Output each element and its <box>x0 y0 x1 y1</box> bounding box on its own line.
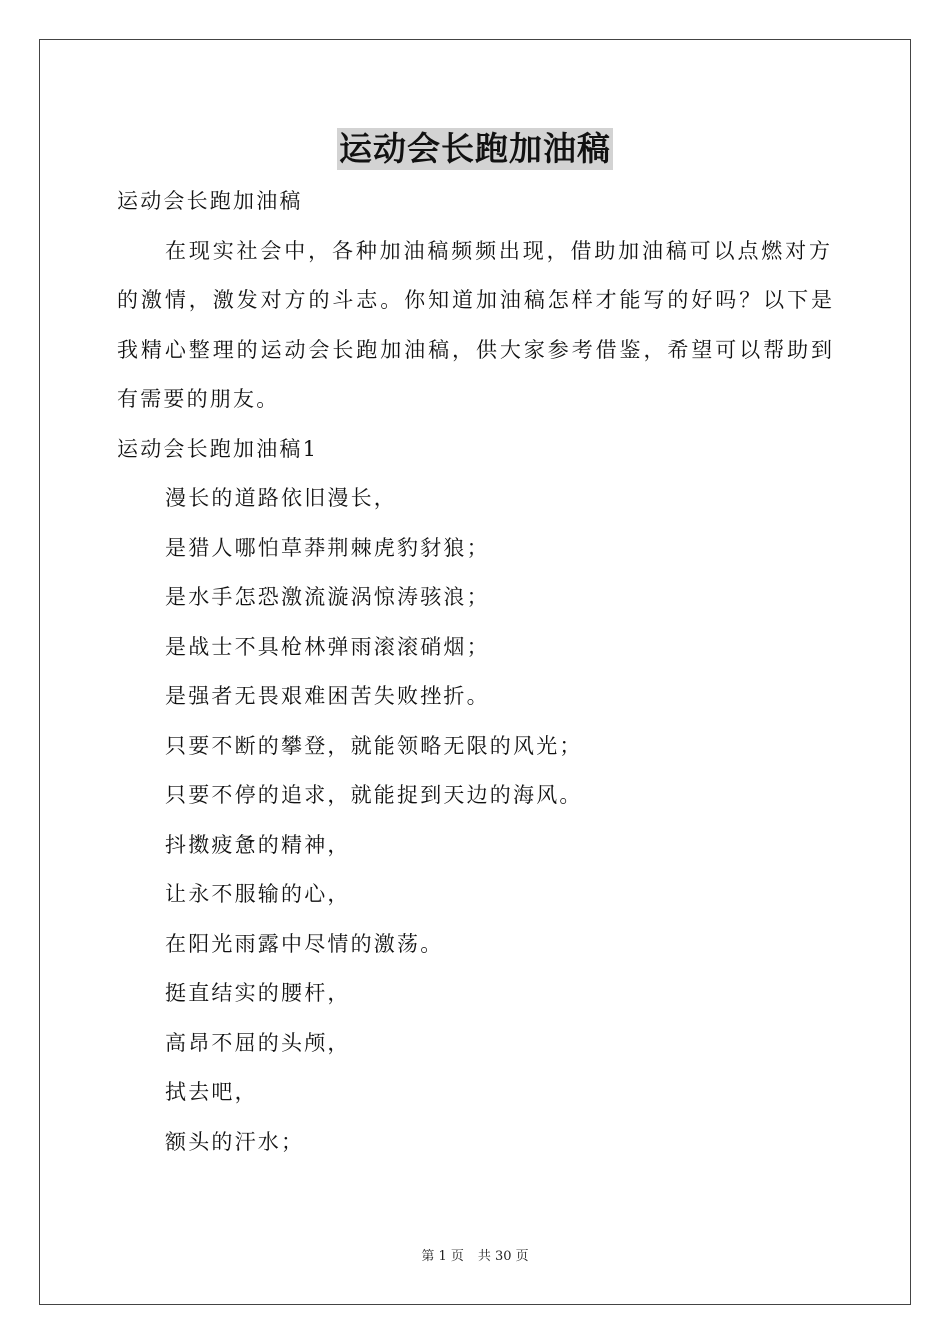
poem-line: 只要不停的追求，就能捉到天边的海风。 <box>165 783 583 807</box>
poem-line: 额头的汗水； <box>165 1130 305 1154</box>
poem-line: 在阳光雨露中尽情的激荡。 <box>165 932 444 956</box>
section-heading: 运动会长跑加油稿1 <box>117 437 319 461</box>
poem-line: 是猎人哪怕草莽荆棘虎豹豺狼； <box>165 536 490 560</box>
document-subtitle: 运动会长跑加油稿 <box>117 189 303 213</box>
page-number: 第 1 页 <box>421 1249 464 1264</box>
intro-line-3: 我精心整理的运动会长跑加油稿，供大家参考借鉴，希望可以帮助到 <box>117 338 832 362</box>
poem-line: 是强者无畏艰难困苦失败挫折。 <box>165 684 490 708</box>
poem-line: 挺直结实的腰杆， <box>165 981 351 1005</box>
poem-line: 是战士不具枪林弹雨滚滚硝烟； <box>165 635 490 659</box>
intro-line-1: 在现实社会中，各种加油稿频频出现，借助加油稿可以点燃对方 <box>165 239 830 263</box>
poem-line: 拭去吧， <box>165 1080 258 1104</box>
poem-line: 高昂不屈的头颅， <box>165 1031 351 1055</box>
poem-line: 抖擞疲惫的精神， <box>165 833 351 857</box>
document-title: 运动会长跑加油稿 <box>339 129 611 168</box>
intro-line-4: 有需要的朋友。 <box>117 387 280 411</box>
poem-line: 漫长的道路依旧漫长， <box>165 486 397 510</box>
poem-line: 是水手怎恐激流漩涡惊涛骇浪； <box>165 585 490 609</box>
page-total: 共 30 页 <box>477 1249 529 1264</box>
poem-line: 让永不服输的心， <box>165 882 351 906</box>
intro-line-2: 的激情，激发对方的斗志。你知道加油稿怎样才能写的好吗？以下是 <box>117 288 832 312</box>
page-footer <box>0 1248 950 1266</box>
title-wrap <box>0 128 950 170</box>
poem-line: 只要不断的攀登，就能领略无限的风光； <box>165 734 583 758</box>
page-border <box>39 39 911 1305</box>
